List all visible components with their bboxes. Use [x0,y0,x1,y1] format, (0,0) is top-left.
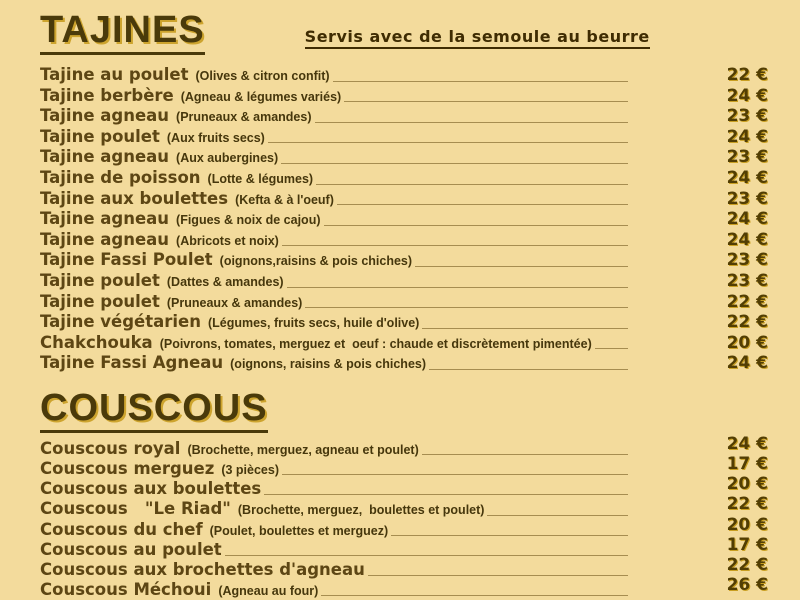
menu-item-row [40,514,768,540]
menu-item-row [40,189,768,210]
menu-item-row [40,333,768,354]
item-price: 22 € [726,291,768,312]
menu-item-row [40,127,768,148]
item-description: (Aux aubergines) [176,151,279,166]
menu-item-row [40,353,768,374]
item-name: Tajine Fassi Agneau [40,353,224,373]
section-subtitle-tajines: Servis avec de la semoule au beurre [305,27,650,49]
menu-item-row [40,312,768,333]
item-name: Tajine agneau [40,209,170,229]
item-name: Tajine poulet [40,270,160,290]
item-name: Tajine aux boulettes [40,188,229,208]
item-name: Tajine agneau [40,229,170,249]
item-description: (Dattes & amandes) [166,274,284,289]
item-price: 23 € [726,250,768,271]
section-items-tajines [0,65,800,374]
leader-line [422,454,628,455]
item-name: Tajine agneau [40,147,170,167]
leader-line [316,184,628,185]
item-name: Tajine de poisson [40,167,201,187]
menu-item-row [40,168,768,189]
item-name: Tajine Fassi Poulet [40,250,213,270]
item-name: Couscous du chef [40,519,203,539]
item-name: Couscous au poulet [40,539,222,559]
menu-item-row [40,209,768,230]
item-description: (Aux fruits secs) [166,130,265,145]
menu-item-row [40,271,768,292]
item-description: (Brochette, merguez, boulettes et poulet) [237,503,485,518]
menu-item-row [40,147,768,168]
section-header-couscous [0,374,800,433]
section-items-couscous [0,433,800,600]
item-name: Tajine poulet [40,291,160,311]
leader-line [287,287,628,288]
item-price: 20 € [726,332,768,353]
item-price: 22 € [726,65,768,85]
item-description: (oignons,raisins & pois chiches) [219,254,413,269]
leader-line [429,369,628,370]
item-price: 24 € [726,353,768,374]
menu-item-row [40,292,768,313]
item-price: 24 € [726,126,768,147]
item-description: (Kefta & à l'oeuf) [235,192,334,207]
item-name: Couscous aux boulettes [40,479,262,499]
section-header-tajines [0,0,800,55]
item-price: 20 € [726,474,768,495]
menu-item-row [40,65,768,86]
leader-line [337,204,628,205]
menu-item-row [40,250,768,271]
item-name: Couscous "Le Riad" [40,499,231,519]
leader-line [333,81,628,82]
item-price: 24 € [726,167,768,188]
leader-line [324,225,629,226]
item-description: (Agneau au four) [218,584,319,599]
leader-line [264,494,628,495]
leader-line [321,595,628,596]
item-price: 24 € [726,229,768,250]
leader-line [268,142,628,143]
leader-line [422,328,628,329]
section-title-couscous: COUSCOUS [40,388,268,433]
menu-item-row [40,454,768,479]
item-name: Tajine berbère [40,85,174,105]
leader-line [282,245,628,246]
item-price: 23 € [726,147,768,168]
item-description: (Légumes, fruits secs, huile d'olive) [207,316,420,331]
leader-line [225,555,628,556]
leader-line [305,307,628,308]
menu-item-row [40,230,768,251]
item-price: 17 € [726,454,768,475]
item-price: 24 € [726,85,768,106]
item-description: (Pruneaux & amandes) [166,295,303,310]
item-price: 23 € [726,270,768,291]
menu-item-row [40,106,768,127]
item-name: Couscous aux brochettes d'agneau [40,560,365,580]
item-price: 22 € [726,555,768,576]
item-description: (Lotte & légumes) [207,171,314,186]
item-description: (oignons, raisins & pois chiches) [230,357,427,372]
item-name: Tajine végétarien [40,312,201,332]
item-price: 23 € [726,188,768,209]
leader-line [368,575,628,576]
item-description: (Poivrons, tomates, merguez et oeuf : chaude et discrètement pimentée) [159,336,592,351]
leader-line [415,266,628,267]
item-price: 17 € [726,534,768,555]
leader-line [487,515,628,516]
menu-item-row [40,474,768,499]
item-name: Couscous Méchoui [40,580,212,600]
item-price: 26 € [726,575,768,596]
item-price: 24 € [726,209,768,230]
item-description: (Olives & citron confit) [195,69,330,83]
item-price: 22 € [726,312,768,333]
menu-item-row [40,86,768,107]
menu-item-row [40,534,768,560]
item-name: Chakchouka [40,332,153,352]
item-description: (Agneau & légumes variés) [180,89,342,104]
leader-line [282,474,628,475]
leader-line [281,163,628,164]
leader-line [315,122,629,123]
leader-line [344,101,628,102]
item-name: Couscous merguez [40,459,215,479]
item-price: 22 € [726,494,768,515]
item-description: (Poulet, boulettes et merguez) [209,523,389,538]
item-price: 20 € [726,514,768,535]
leader-line [595,348,628,349]
item-name: Couscous royal [40,438,181,458]
item-description: (Brochette, merguez, agneau et poulet) [187,442,419,457]
item-description: (3 pièces) [221,463,279,478]
item-description: (Figues & noix de cajou) [176,213,321,228]
item-name: Tajine poulet [40,126,160,146]
item-price: 23 € [726,106,768,127]
menu-item-row [40,494,768,519]
item-name: Tajine au poulet [40,65,189,84]
section-title-tajines: TAJINES [40,10,205,55]
item-price: 24 € [726,433,768,454]
menu-item-row [40,555,768,580]
menu-item-row [40,433,768,459]
menu-item-row [40,575,768,600]
leader-line [391,535,628,536]
item-description: (Abricots et noix) [176,233,279,248]
item-description: (Pruneaux & amandes) [176,110,312,125]
item-name: Tajine agneau [40,106,170,126]
